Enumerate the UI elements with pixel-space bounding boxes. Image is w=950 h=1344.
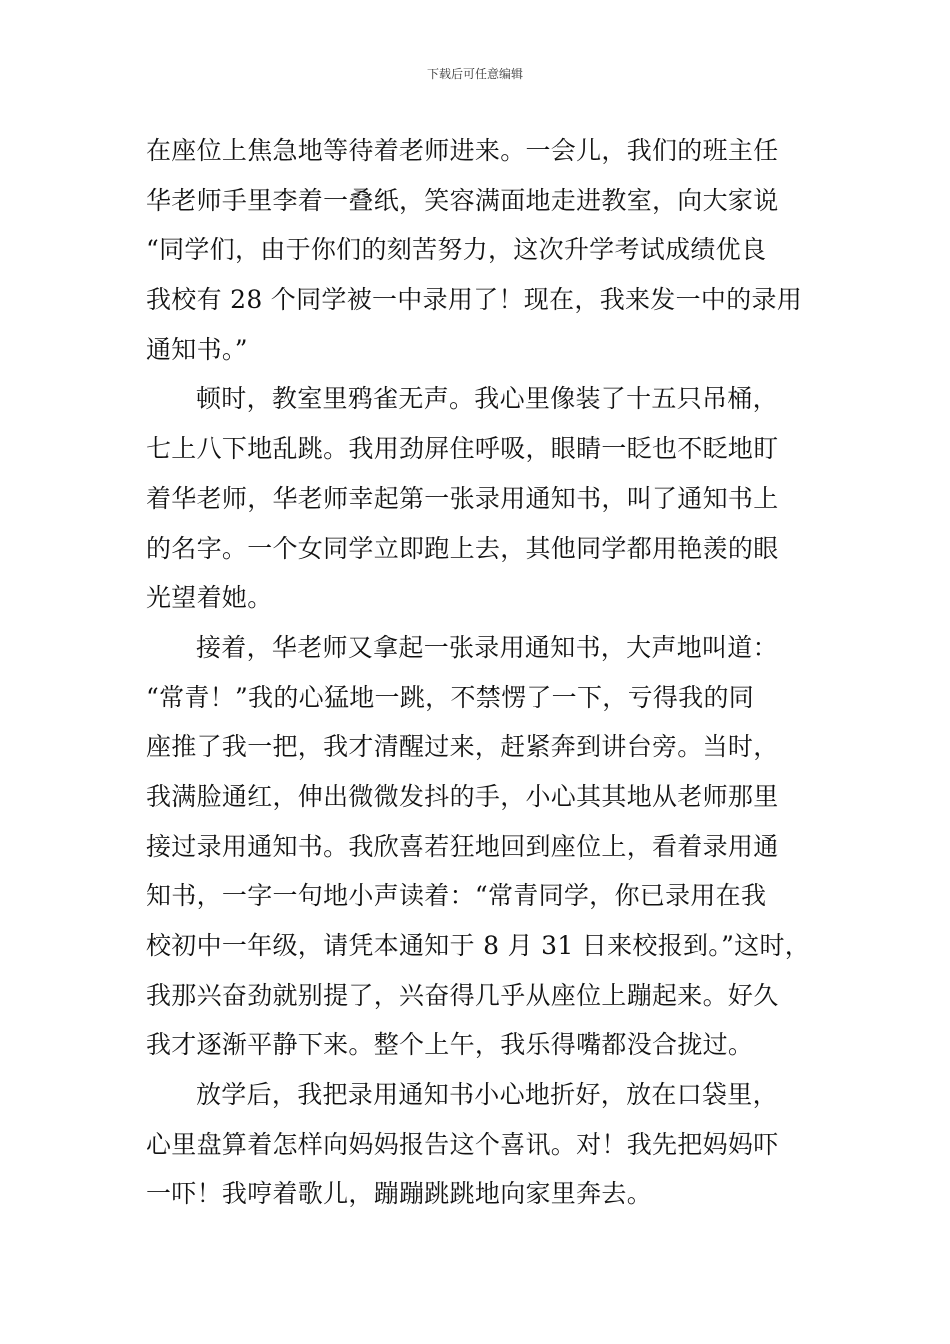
text-line: 光望着她。 <box>146 583 273 613</box>
text-line: 七上八下地乱跳。我用劲屏住呼吸，眼睛一眨也不眨地盯 <box>146 434 779 464</box>
text-line: 的名字。一个女同学立即跑上去，其他同学都用艳羡的眼 <box>146 533 779 563</box>
paragraph-4 <box>146 1070 826 1219</box>
text-line: “同学们，由于你们的刻苦努力，这次升学考试成绩优良 <box>146 235 767 265</box>
text-line: 着华老师，华老师幸起第一张录用通知书，叫了通知书上 <box>146 483 779 513</box>
text-line: 我校有 28 个同学被一中录用了！现在，我来发一中的录用 <box>146 285 803 315</box>
paragraph-3 <box>146 623 826 1070</box>
text-line: 我满脸通红，伸出微微发抖的手，小心其其地从老师那里 <box>146 781 779 811</box>
text-line: 接着，华老师又拿起一张录用通知书，大声地叫道： <box>196 632 778 662</box>
text-line: 座推了我一把，我才清醒过来，赶紧奔到讲台旁。当时， <box>146 732 779 762</box>
text-line: 顿时，教室里鸦雀无声。我心里像装了十五只吊桶， <box>196 384 778 414</box>
page-header: 下载后可任意编辑 <box>426 67 523 81</box>
text-line: 接过录用通知书。我欣喜若狂地回到座位上，看着录用通 <box>146 831 779 861</box>
document-body <box>146 126 826 1219</box>
text-line: 我那兴奋劲就别提了，兴奋得几乎从座位上蹦起来。好久 <box>146 980 779 1010</box>
paragraph-1 <box>146 126 826 374</box>
text-line: 一吓！我哼着歌儿，蹦蹦跳跳地向家里奔去。 <box>146 1179 653 1209</box>
paragraph-2 <box>146 374 826 622</box>
text-line: 在座位上焦急地等待着老师进来。一会儿，我们的班主任 <box>146 136 779 165</box>
text-line: 华老师手里李着一叠纸，笑容满面地走进教室，向大家说 <box>146 185 779 215</box>
text-line: “常青！”我的心猛地一跳，不禁愣了一下，亏得我的同 <box>146 682 755 712</box>
text-line: 心里盘算着怎样向妈妈报告这个喜讯。对！我先把妈妈吓 <box>146 1129 779 1159</box>
text-line: 知书，一字一句地小声读着：“常青同学，你已录用在我 <box>146 881 767 911</box>
text-line: 校初中一年级，请凭本通知于 8 月 31 日来校报到。”这时， <box>146 931 811 960</box>
text-line: 放学后，我把录用通知书小心地折好，放在口袋里， <box>196 1080 778 1110</box>
text-line: 通知书。” <box>146 334 248 364</box>
text-line: 我才逐渐平静下来。整个上午，我乐得嘴都没合拢过。 <box>146 1030 754 1060</box>
